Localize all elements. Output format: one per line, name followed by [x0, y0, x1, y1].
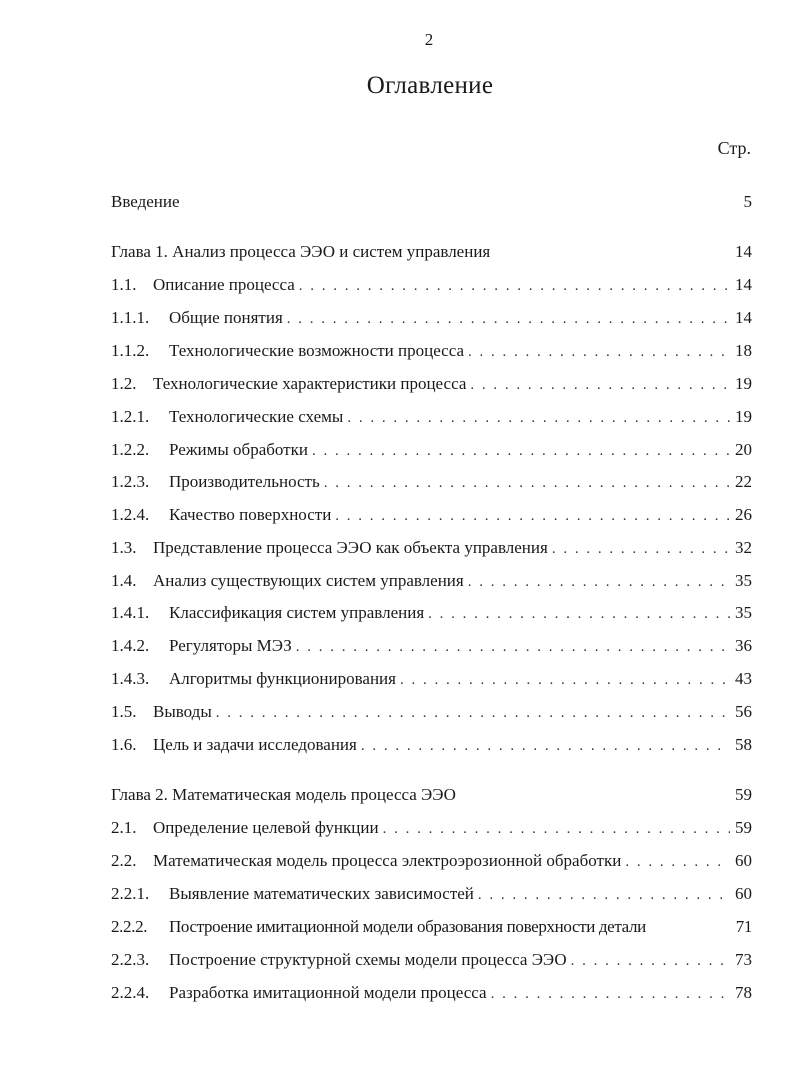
toc-entry-number: 2.1. — [111, 818, 137, 837]
toc-entry-text: Производительность — [169, 472, 320, 491]
toc-entry-number: 1.4.3. — [111, 669, 150, 688]
toc-entry-text: Глава 1. Анализ процесса ЭЭО и систем управления — [111, 242, 491, 261]
toc-entry[interactable] — [111, 440, 752, 462]
toc-entry[interactable] — [111, 950, 752, 972]
toc-entry-number: 1.6. — [111, 735, 137, 754]
toc-entry[interactable] — [111, 983, 752, 1005]
toc-entry-number: 1.4. — [111, 571, 137, 590]
toc-entry-number: 1.4.1. — [111, 603, 150, 622]
toc-entry-page: 14 — [735, 242, 752, 261]
toc-entry-number: 2.2.3. — [111, 950, 150, 969]
toc-entry-text: Цель и задачи исследования — [153, 735, 357, 754]
toc-entry[interactable] — [111, 374, 752, 396]
toc-entry-number: 1.1.1. — [111, 308, 150, 327]
toc-entry-number: 2.2.2. — [111, 917, 148, 936]
toc-entry-page: 78 — [735, 983, 752, 1002]
toc-entry-number: 1.1.2. — [111, 341, 150, 360]
toc-entry-page: 59 — [735, 785, 752, 804]
toc-entry-number: 1.1. — [111, 275, 137, 294]
toc-entry-page: 36 — [735, 636, 752, 655]
toc-entry-text: Построение структурной схемы модели процесса ЭЭО — [169, 950, 567, 969]
toc-entry-page: 32 — [735, 538, 752, 557]
toc-entry-number: 1.2.3. — [111, 472, 150, 491]
page-title: Оглавление — [366, 72, 494, 99]
toc-entry-page: 18 — [735, 341, 752, 360]
page-column-label: Стр. — [717, 138, 751, 158]
toc-entry[interactable] — [111, 603, 752, 625]
toc-entry-page: 43 — [735, 669, 752, 688]
toc-entry[interactable] — [111, 308, 752, 330]
toc-entry-page: 59 — [735, 818, 752, 837]
toc-entry[interactable] — [111, 851, 752, 873]
toc-entry-number: 1.3. — [111, 538, 137, 557]
toc-entry[interactable] — [111, 669, 752, 691]
toc-entry-intro[interactable] — [111, 192, 752, 214]
toc-entry[interactable] — [111, 884, 752, 906]
toc-entry-page: 5 — [743, 192, 752, 211]
toc-entry-number: 1.2.4. — [111, 505, 150, 524]
toc-chapter-2[interactable] — [111, 785, 752, 807]
toc-entry[interactable] — [111, 571, 752, 593]
toc-entry-text: Описание процесса — [153, 275, 295, 294]
toc-entry-text: Введение — [111, 192, 180, 211]
toc-entry[interactable] — [111, 538, 752, 560]
toc-entry[interactable] — [111, 702, 752, 724]
toc-entry-text: Построение имитационной модели образования поверхности детали — [169, 917, 646, 936]
toc-entry[interactable] — [111, 407, 752, 429]
toc-entry[interactable] — [111, 735, 752, 757]
toc-entry-text: Качество поверхности — [169, 505, 332, 524]
toc-entry-text: Классификация систем управления — [169, 603, 425, 622]
toc-entry-text: Технологические схемы — [169, 407, 344, 426]
toc-entry-number: 1.2.2. — [111, 440, 150, 459]
toc-entry-number: 2.2.4. — [111, 983, 150, 1002]
toc-entry-page: 73 — [735, 950, 752, 969]
toc-entry-text: Определение целевой функции — [153, 818, 379, 837]
toc-entry-page: 19 — [735, 407, 752, 426]
toc-entry-text: Технологические характеристики процесса — [153, 374, 467, 393]
toc-entry[interactable] — [111, 341, 752, 363]
toc-chapter-1[interactable] — [111, 242, 752, 264]
toc-entry-page: 56 — [735, 702, 752, 721]
toc-entry-text: Глава 2. Математическая модель процесса ЭЭО — [111, 785, 456, 804]
toc-entry-page: 58 — [735, 735, 752, 754]
toc-entry[interactable] — [111, 505, 752, 527]
toc-entry-number: 1.5. — [111, 702, 137, 721]
toc-entry-page: 22 — [735, 472, 752, 491]
toc-entry-text: Разработка имитационной модели процесса — [169, 983, 487, 1002]
toc-entry-page: 26 — [735, 505, 752, 524]
toc-entry-page: 20 — [735, 440, 752, 459]
toc-entry-text: Алгоритмы функционирования — [169, 669, 396, 688]
toc-entry-text: Выводы — [153, 702, 212, 721]
toc-entry[interactable] — [111, 636, 752, 658]
toc-entry-page: 19 — [735, 374, 752, 393]
toc-entry-text: Регуляторы МЭЗ — [169, 636, 292, 655]
toc-entry-text: Представление процесса ЭЭО как объекта управления — [153, 538, 548, 557]
toc-entry-number: 1.4.2. — [111, 636, 150, 655]
toc-entry-number: 2.2. — [111, 851, 137, 870]
toc-entry-text: Общие понятия — [169, 308, 283, 327]
toc-entry-number: 1.2. — [111, 374, 137, 393]
toc-entry-page: 14 — [735, 275, 752, 294]
toc-entry[interactable] — [111, 917, 752, 939]
toc-entry-text: Режимы обработки — [169, 440, 308, 459]
toc-entry-page: 60 — [735, 884, 752, 903]
toc-entry-text: Технологические возможности процесса — [169, 341, 465, 360]
toc-entry[interactable] — [111, 472, 752, 494]
toc-entry-text: Выявление математических зависимостей — [169, 884, 474, 903]
toc-entry-number: 1.2.1. — [111, 407, 150, 426]
toc-entry-page: 35 — [735, 571, 752, 590]
toc-entry-number: 2.2.1. — [111, 884, 150, 903]
page-number: 2 — [424, 30, 434, 49]
toc-entry[interactable] — [111, 818, 752, 840]
toc-entry[interactable] — [111, 275, 752, 297]
toc-entry-text: Анализ существующих систем управления — [153, 571, 464, 590]
toc-entry-page: 35 — [735, 603, 752, 622]
toc-entry-page: 71 — [735, 917, 752, 936]
toc-entry-page: 14 — [735, 308, 752, 327]
toc-entry-page: 60 — [735, 851, 752, 870]
toc-entry-text: Математическая модель процесса электроэрозионной обработки — [153, 851, 622, 870]
